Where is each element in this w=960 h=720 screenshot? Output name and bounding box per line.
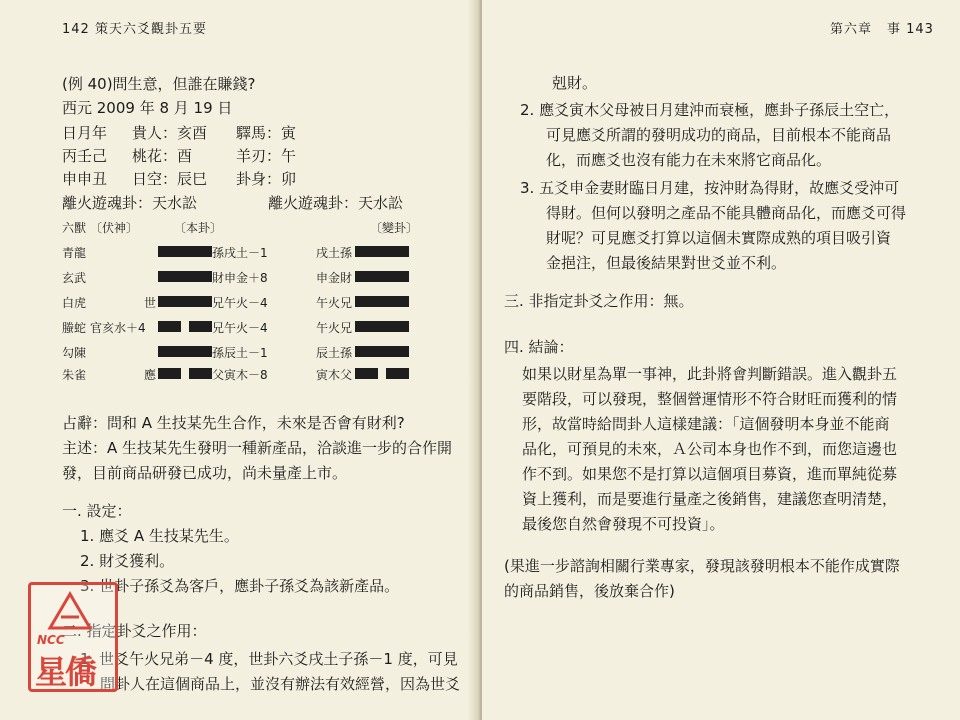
info-cell: 丙壬己 xyxy=(62,147,108,165)
section-heading: 三. 非指定卦爻之作用：無。 xyxy=(504,292,694,310)
note-line-2: 的商品銷售，後放棄合作) xyxy=(504,582,675,600)
section-heading: 一. 設定： xyxy=(62,502,132,520)
triangle-logo-icon xyxy=(47,591,93,631)
left-page xyxy=(0,0,478,720)
yin-line-right xyxy=(189,368,212,379)
bengua-line-label: 孫辰土－1 xyxy=(212,346,268,360)
yang-line xyxy=(158,346,212,357)
conclusion-line: 作不到。如果您不是打算以這個項目募資，進而單純從募 xyxy=(522,465,898,483)
liushou-label: 白虎 xyxy=(62,296,87,310)
bengua-line-label: 兄午火－4 xyxy=(212,321,268,335)
zhushu-line-1: 主述：A 生技某先生發明一種新產品，洽談進一步的合作開 xyxy=(62,439,453,457)
paragraph-line: 問卦人在這個商品上，並沒有辦法有效經營，因為世爻 xyxy=(100,675,461,693)
fushen-label: 官亥水＋4 xyxy=(90,321,146,335)
gua-name-left: 離火遊魂卦：天水訟 xyxy=(62,194,198,212)
liushou-label: 玄武 xyxy=(62,271,87,285)
liushou-label: 螣蛇 xyxy=(62,321,87,335)
stamp-ncc-text: NCC xyxy=(37,633,65,647)
zhanci-line: 占辭：問和 A 生技某先生合作，未來是否會有財利? xyxy=(62,414,405,432)
column-fushen: 〔伏神〕 xyxy=(90,221,139,235)
paragraph-line: 財呢？可見應爻打算以這個未實際成熟的項目吸引資 xyxy=(546,229,892,247)
biangua-line-label: 午火兄 xyxy=(316,296,353,310)
conclusion-line: 形，故當時給問卦人這樣建議：「這個發明本身並不能商 xyxy=(522,415,890,433)
conclusion-line: 品化，可預見的未來，Ａ公司本身也作不到，而您這邊也 xyxy=(522,440,898,458)
gua-name-right: 離火遊魂卦：天水訟 xyxy=(268,194,404,212)
yang-line xyxy=(158,246,212,257)
paragraph-line: 得財。但何以發明之產品不能具體商品化，而應爻可得 xyxy=(546,204,907,222)
list-item: 2. 財爻獲利。 xyxy=(80,552,175,570)
paragraph-line: 2. 應爻寅木父母被日月建沖而衰極，應卦子孫辰土空亡， xyxy=(520,101,900,119)
biangua-line-label: 戌土孫 xyxy=(316,246,353,260)
column-biangua: 〔變卦〕 xyxy=(370,221,419,235)
paragraph-line: 3. 五爻申金妻財臨日月建，按沖財為得財，故應爻受沖可 xyxy=(520,179,900,197)
stamp-name-text: 星僑 xyxy=(35,653,96,691)
conclusion-line: 要階段，可以發現，整個營運情形不符合財旺而獲利的情 xyxy=(522,390,898,408)
list-item: 3. 世卦子孫爻為客戶，應卦子孫爻為該新產品。 xyxy=(80,577,400,595)
conclusion-line: 如果以財星為單一事神，此卦將會判斷錯誤。進入觀卦五 xyxy=(522,365,898,383)
paragraph-line: 剋財。 xyxy=(552,74,598,92)
column-liushou: 六獸 xyxy=(62,221,87,235)
yang-line xyxy=(355,271,409,282)
yin-line-right xyxy=(386,368,409,379)
info-cell: 貴人：亥酉 xyxy=(132,124,208,142)
note-line-1: (果進一步諮詢相關行業專家，發現該發明根本不能作成實際 xyxy=(504,557,900,575)
right-page xyxy=(482,0,960,720)
conclusion-line: 資上獲利，而是要進行量產之後銷售，建議您查明清楚， xyxy=(522,490,898,508)
liushou-label: 青龍 xyxy=(62,246,87,260)
yin-line-right xyxy=(189,321,212,332)
biangua-line-label: 辰土孫 xyxy=(316,346,353,360)
yin-line-left xyxy=(158,321,181,332)
yin-line-left xyxy=(355,368,378,379)
ncc-stamp xyxy=(28,582,118,692)
yang-line xyxy=(158,296,212,307)
bengua-line-label: 父寅木－8 xyxy=(212,368,268,382)
yang-line xyxy=(355,246,409,257)
column-bengua: 〔本卦〕 xyxy=(174,221,223,235)
chapter-header: 第六章 xyxy=(830,22,873,37)
liushou-label: 朱雀 xyxy=(62,368,87,382)
yang-line xyxy=(355,346,409,357)
yin-line-left xyxy=(158,368,181,379)
yang-line xyxy=(158,271,212,282)
paragraph-line: 可見應爻所謂的發明成功的商品，目前根本不能商品 xyxy=(546,126,892,144)
info-cell: 羊刃：午 xyxy=(236,147,297,165)
example-title: (例 40)問生意，但誰在賺錢? xyxy=(62,75,256,93)
section-heading: 二. 指定卦爻之作用： xyxy=(62,622,207,640)
biangua-line-label: 寅木父 xyxy=(316,368,353,382)
list-item: 1. 應爻 A 生技某先生。 xyxy=(80,527,239,545)
info-cell: 卦身：卯 xyxy=(236,170,297,188)
info-cell: 桃花：酉 xyxy=(132,147,193,165)
yang-line xyxy=(355,321,409,332)
bengua-line-label: 兄午火－4 xyxy=(212,296,268,310)
liushou-label: 勾陳 xyxy=(62,346,87,360)
biangua-line-label: 申金財 xyxy=(316,271,353,285)
bengua-line-label: 財申金＋8 xyxy=(212,271,268,285)
bengua-line-label: 孫戌土－1 xyxy=(212,246,268,260)
yang-line xyxy=(355,296,409,307)
ying-marker: 應 xyxy=(144,368,157,382)
info-cell: 日空：辰巳 xyxy=(132,170,208,188)
info-cell: 日月年 xyxy=(62,124,108,142)
info-cell: 驛馬：寅 xyxy=(236,124,297,142)
right-page-header: 事 143 xyxy=(887,22,934,37)
biangua-line-label: 午火兄 xyxy=(316,321,353,335)
paragraph-line: 金挹注，但最後結果對世爻並不利。 xyxy=(546,254,787,272)
section-heading: 四. 結論： xyxy=(504,338,574,356)
left-page-header: 142 策天六爻觀卦五要 xyxy=(62,22,207,37)
info-cell: 申申丑 xyxy=(62,170,108,188)
paragraph-line: 化，而應爻也沒有能力在未來將它商品化。 xyxy=(546,151,832,169)
date-line: 西元 2009 年 8 月 19 日 xyxy=(62,99,233,117)
paragraph-line: 1. 世爻午火兄弟－4 度，世卦六爻戌土子孫－1 度，可見 xyxy=(80,650,458,668)
conclusion-line: 最後您自然會發現不可投資」。 xyxy=(522,515,725,533)
shi-marker: 世 xyxy=(144,296,157,310)
zhushu-line-2: 發，目前商品研發已成功，尚未量產上市。 xyxy=(62,464,348,482)
